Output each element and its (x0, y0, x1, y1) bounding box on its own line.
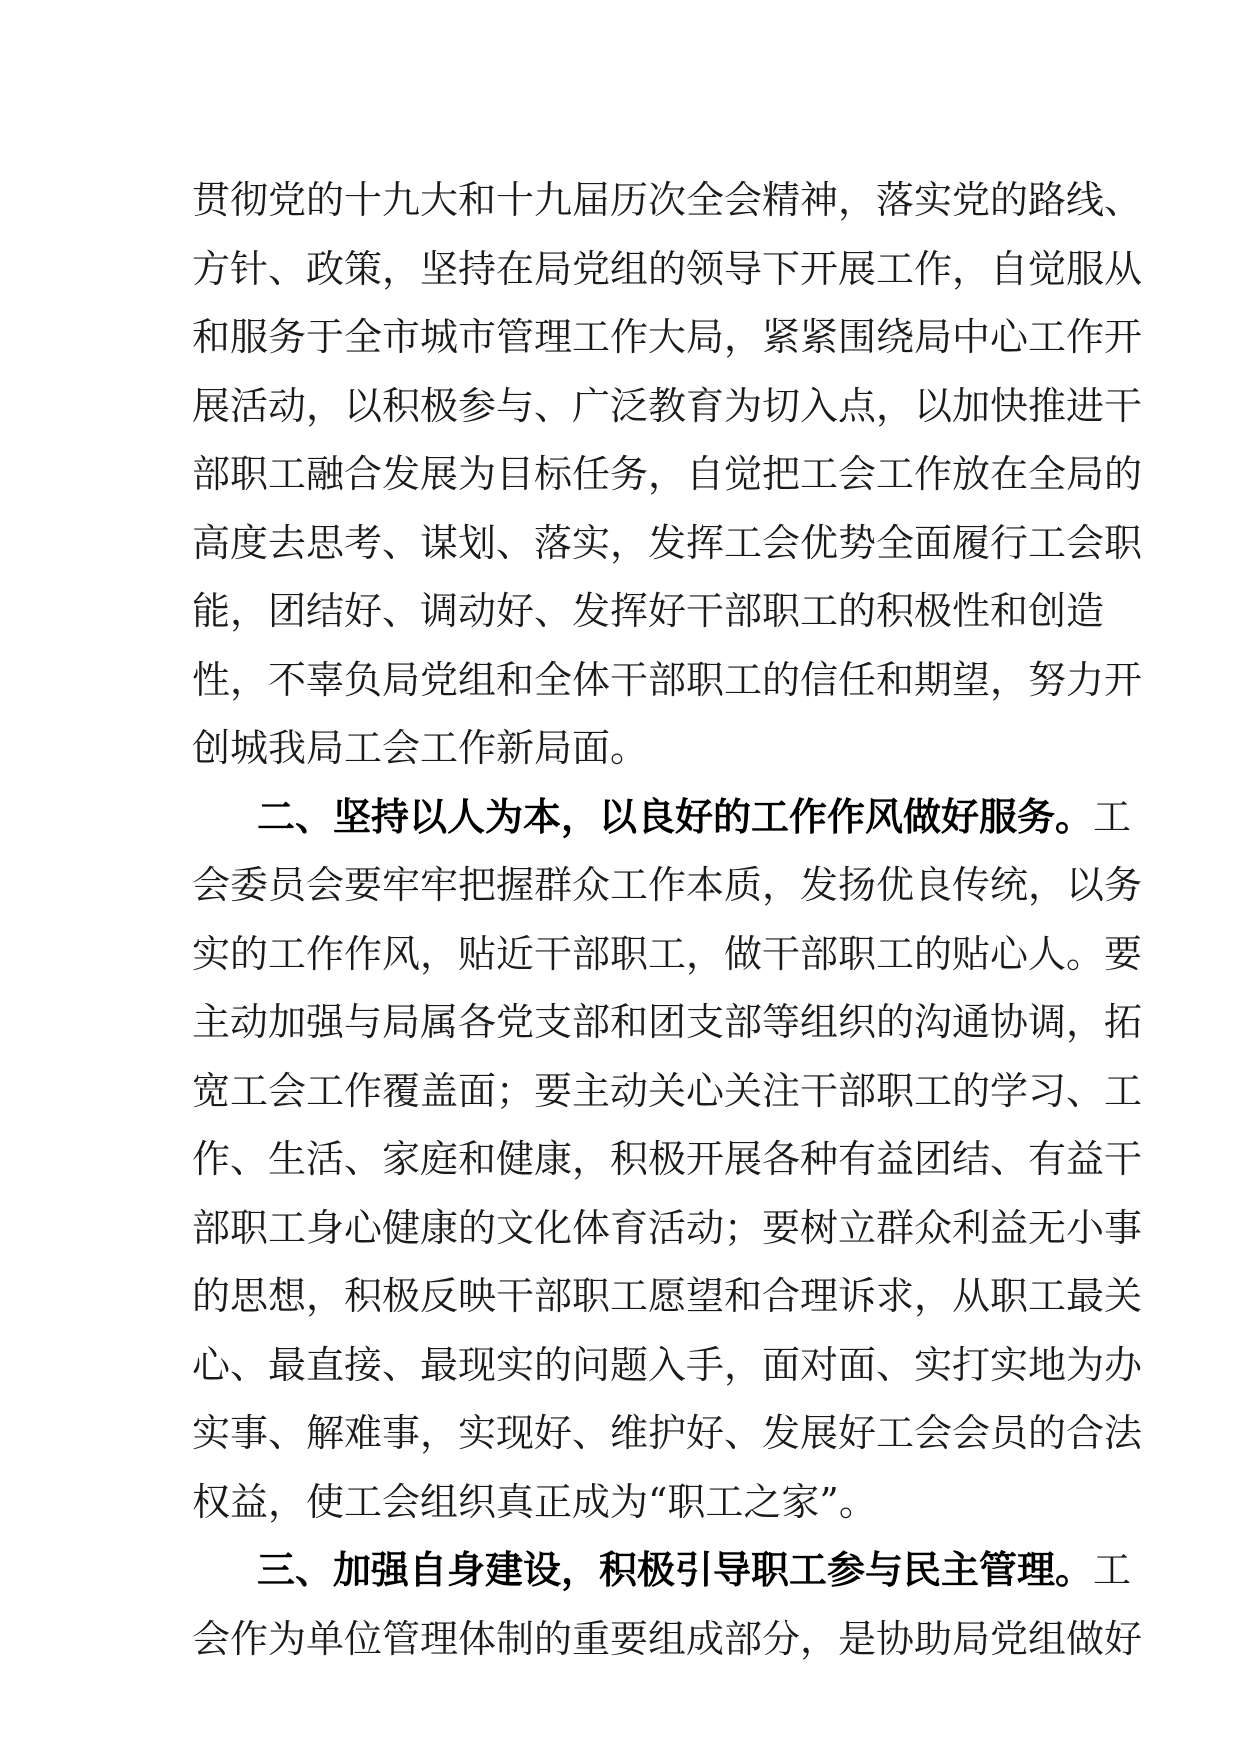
paragraph-line: 展活动，以积极参与、广泛教育为切入点，以加快推进干 (192, 383, 1143, 428)
section-three-heading-tail: 工 (1093, 1548, 1132, 1592)
paragraph-line: 高度去思考、谋划、落实，发挥工会优势全面履行工会职 (192, 520, 1143, 565)
paragraph-line: 作、生活、家庭和健康，积极开展各种有益团结、有益干 (192, 1137, 1143, 1181)
paragraph-line: 创城我局工会工作新局面。 (192, 726, 649, 770)
paragraph-line: 权益，使工会组织真正成为“职工之家”。 (192, 1479, 877, 1524)
paragraph-line: 宽工会工作覆盖面；要主动关心关注干部职工的学习、工 (192, 1068, 1143, 1113)
paragraph-line: 性，不辜负局党组和全体干部职工的信任和期望，努力开 (192, 657, 1143, 702)
paragraph-line: 会作为单位管理体制的重要组成部分，是协助局党组做好 (192, 1616, 1143, 1661)
paragraph-line: 和服务于全市城市管理工作大局，紧紧围绕局中心工作开 (192, 315, 1143, 359)
paragraph-line: 贯彻党的十九大和十九届历次全会精神，落实党的路线、 (192, 178, 1143, 222)
section-three-heading: 三、加强自身建设，积极引导职工参与民主管理。 (257, 1548, 1094, 1592)
paragraph-line: 实的工作作风，贴近干部职工，做干部职工的贴心人。要 (192, 931, 1143, 976)
paragraph-line: 实事、解难事，实现好、维护好、发展好工会会员的合法 (192, 1411, 1143, 1455)
paragraph-line: 能，团结好、调动好、发挥好干部职工的积极性和创造 (192, 589, 1105, 633)
paragraph-line: 部职工身心健康的文化体育活动；要树立群众利益无小事 (192, 1205, 1143, 1250)
section-two-heading-tail: 工 (1093, 794, 1132, 839)
section-three-first-line (192, 1536, 1132, 1605)
paragraph-line: 方针、政策，坚持在局党组的领导下开展工作，自觉服从 (192, 246, 1143, 291)
body-text (192, 166, 1143, 1673)
paragraph-line: 主动加强与局属各党支部和团支部等组织的沟通协调，拓 (192, 1000, 1143, 1044)
section-two-first-line (192, 783, 1132, 852)
paragraph-line: 会委员会要牢牢把握群众工作本质，发扬优良传统，以务 (192, 863, 1143, 907)
section-two-heading: 二、坚持以人为本，以良好的工作作风做好服务。 (257, 794, 1094, 839)
paragraph-line: 心、最直接、最现实的问题入手，面对面、实打实地为办 (192, 1342, 1143, 1387)
paragraph-line: 的思想，积极反映干部职工愿望和合理诉求，从职工最关 (192, 1274, 1143, 1318)
paragraph-line: 部职工融合发展为目标任务，自觉把工会工作放在全局的 (192, 452, 1143, 496)
